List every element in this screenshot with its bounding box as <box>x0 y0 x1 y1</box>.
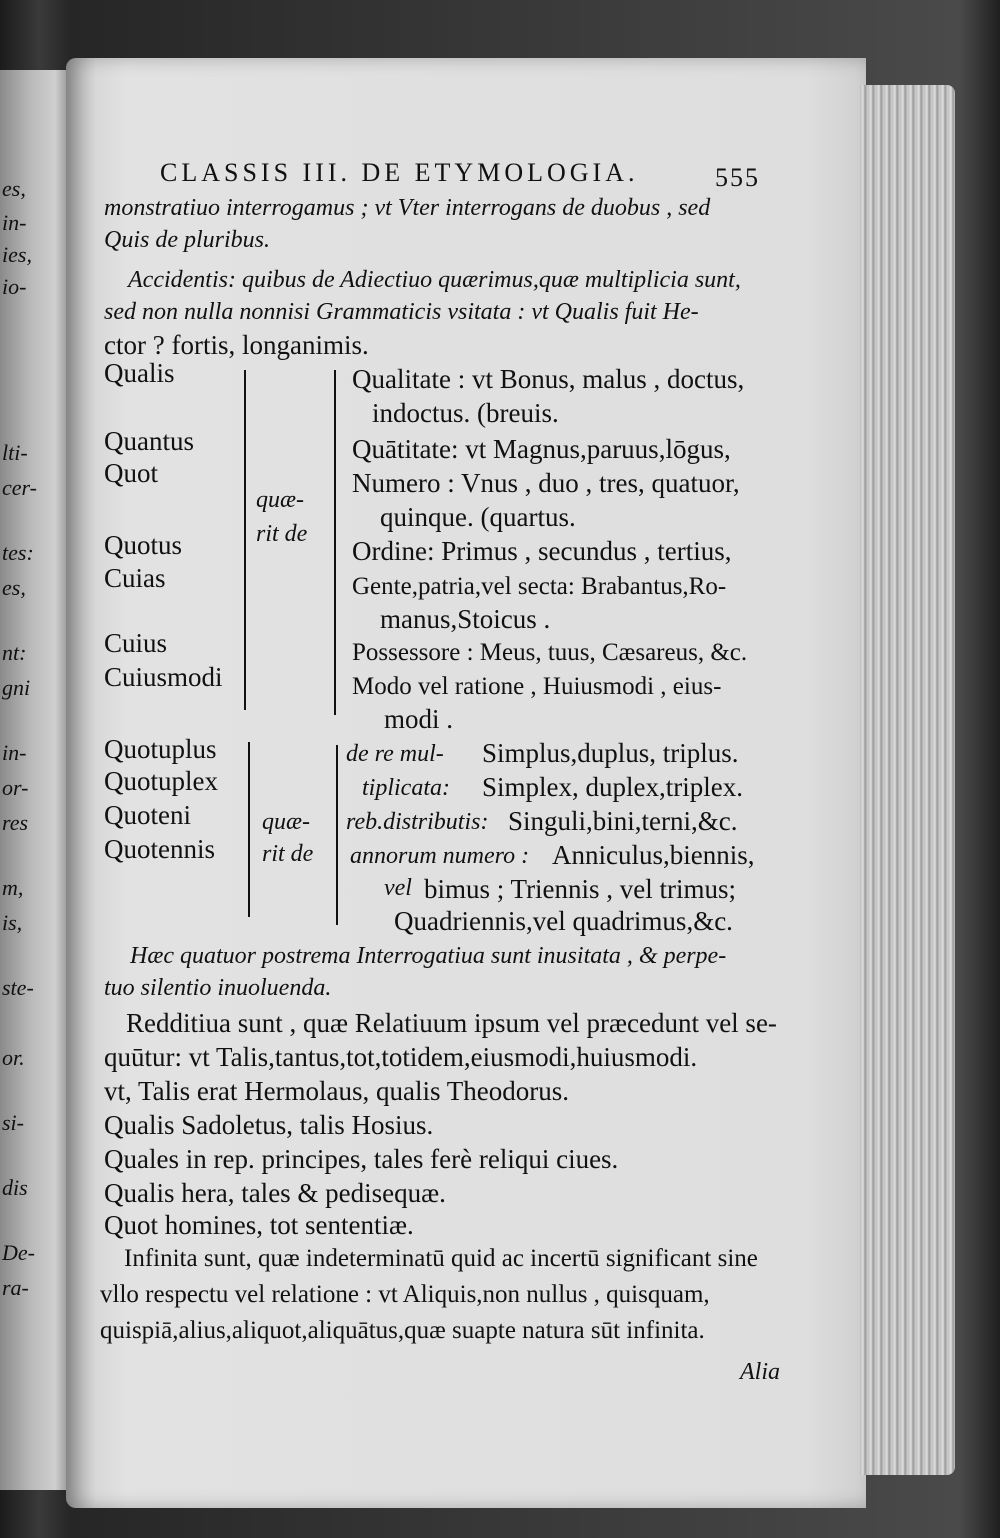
table2-label: de re mul- <box>346 741 444 767</box>
verb-label: rit de <box>256 521 308 547</box>
margin-fragment: nt: <box>2 640 27 665</box>
infinita-line: vllo respectu vel relatione : vt Aliquis,non nullus , quisquam, <box>100 1281 710 1308</box>
page-number: 555 <box>715 163 760 192</box>
table2-text: Simplex, duplex,triplex. <box>482 772 743 802</box>
interrogative-word: Quantus <box>104 426 194 456</box>
intro-line: monstratiuo interrogamus ; vt Vter interrogans de duobus , sed <box>104 195 711 221</box>
bracket-right-1 <box>334 370 336 715</box>
margin-fragment: gni <box>2 675 31 700</box>
interrogative-word: Quotuplus <box>104 734 217 764</box>
margin-fragment: res <box>2 810 29 835</box>
interrogative-word: Cuius <box>104 628 168 658</box>
margin-fragment: or- <box>2 775 29 800</box>
category-line: Modo vel ratione , Huiusmodi , eius- <box>352 673 722 700</box>
accidentis-line: ctor ? fortis, longanimis. <box>104 330 369 360</box>
category-line: Numero : Vnus , duo , tres, quatuor, <box>352 468 740 498</box>
category-line: Gente,patria,vel secta: Brabantus,Ro- <box>352 573 727 600</box>
margin-fragment: tes: <box>2 540 34 565</box>
margin-fragment: ra- <box>2 1275 29 1300</box>
example-line: Qualis hera, tales & pedisequæ. <box>104 1178 446 1208</box>
table2-label: tiplicata: <box>362 775 450 801</box>
margin-fragment: De- <box>2 1240 35 1265</box>
table2-text: Anniculus,biennis, <box>552 840 755 870</box>
margin-fragment: ies, <box>2 242 32 267</box>
category-line: Possessore : Meus, tuus, Cæsareus, &c. <box>352 639 748 666</box>
haec-line: Hæc quatuor postrema Interrogatiua sunt inusitata , & perpe- <box>130 943 727 969</box>
margin-fragment: is, <box>2 910 23 935</box>
interrogative-word: Quotuplex <box>104 766 218 796</box>
accidentis-line: Accidentis: quibus de Adiectiuo quærimus,quæ multiplicia sunt, <box>128 267 741 293</box>
interrogative-word: Quotennis <box>104 834 215 864</box>
margin-fragment: es, <box>2 575 26 600</box>
example-line: Quot homines, tot sententiæ. <box>104 1210 414 1240</box>
bracket-left-2 <box>248 742 250 917</box>
table2-label: annorum numero : <box>350 843 530 869</box>
infinita-line: Infinita sunt, quæ indeterminatū quid ac incertū significant sine <box>124 1245 758 1272</box>
example-line: Quales in rep. principes, tales ferè reliqui ciues. <box>104 1144 619 1174</box>
interrogative-word: Cuias <box>104 563 166 593</box>
category-line: modi . <box>384 704 454 734</box>
redditiua-line: Redditiua sunt , quæ Relatiuum ipsum vel præcedunt vel se- <box>126 1008 777 1038</box>
haec-line: tuo silentio inuoluenda. <box>104 975 332 1001</box>
margin-fragment: ste- <box>2 975 34 1000</box>
table2-text: Singuli,bini,terni,&c. <box>508 806 738 836</box>
table2-label: vel <box>384 875 412 901</box>
interrogative-word: Quoteni <box>104 800 191 830</box>
margin-fragment: in- <box>2 740 27 765</box>
category-line: Ordine: Primus , secundus , tertius, <box>352 536 732 566</box>
margin-fragment: lti- <box>2 440 28 465</box>
page-edges <box>860 85 955 1475</box>
redditiua-line: vt, Talis erat Hermolaus, qualis Theodorus. <box>104 1076 570 1106</box>
intro-line: Quis de pluribus. <box>104 227 271 253</box>
left-page-edge <box>0 70 68 1490</box>
category-line: quinque. (quartus. <box>380 502 576 532</box>
category-line: Quātitate: vt Magnus,paruus,lōgus, <box>352 434 731 464</box>
margin-fragment: si- <box>2 1110 24 1135</box>
verb-label: quæ- <box>256 487 304 513</box>
accidentis-line: sed non nulla nonnisi Grammaticis vsitata : vt Qualis fuit He- <box>104 299 699 325</box>
redditiua-line: quūtur: vt Talis,tantus,tot,totidem,eiusmodi,huiusmodi. <box>104 1042 698 1072</box>
table2-text: Simplus,duplus, triplus. <box>482 738 739 768</box>
bracket-left-1 <box>244 370 246 710</box>
margin-fragment: in- <box>2 210 27 235</box>
interrogative-word: Cuiusmodi <box>104 662 223 692</box>
example-line: Qualis Sadoletus, talis Hosius. <box>104 1110 434 1140</box>
table2-text: Quadriennis,vel quadrimus,&c. <box>394 906 733 936</box>
category-line: Qualitate : vt Bonus, malus , doctus, <box>352 364 745 394</box>
margin-fragment: es, <box>2 176 26 201</box>
interrogative-word: Quotus <box>104 530 183 560</box>
table2-label: reb.distributis: <box>346 809 489 835</box>
interrogative-word: Qualis <box>104 358 175 388</box>
margin-fragment: dis <box>2 1175 28 1200</box>
running-title: CLASSIS III. DE ETYMOLOGIA. <box>160 158 639 187</box>
interrogative-word: Quot <box>104 458 158 488</box>
verb-label: quæ- <box>262 809 310 835</box>
category-line: manus,Stoicus . <box>380 604 551 634</box>
margin-fragment: cer- <box>2 475 37 500</box>
bracket-right-2 <box>336 745 338 925</box>
catchword: Alia <box>740 1359 780 1385</box>
table2-text: bimus ; Triennis , vel trimus; <box>424 874 737 904</box>
margin-fragment: or. <box>2 1045 25 1070</box>
margin-fragment: m, <box>2 875 24 900</box>
margin-fragment: io- <box>2 274 27 299</box>
verb-label: rit de <box>262 841 314 867</box>
infinita-line: quispiā,alius,aliquot,aliquātus,quæ suapte natura sūt infinita. <box>100 1317 705 1344</box>
category-line: indoctus. (breuis. <box>372 398 559 428</box>
